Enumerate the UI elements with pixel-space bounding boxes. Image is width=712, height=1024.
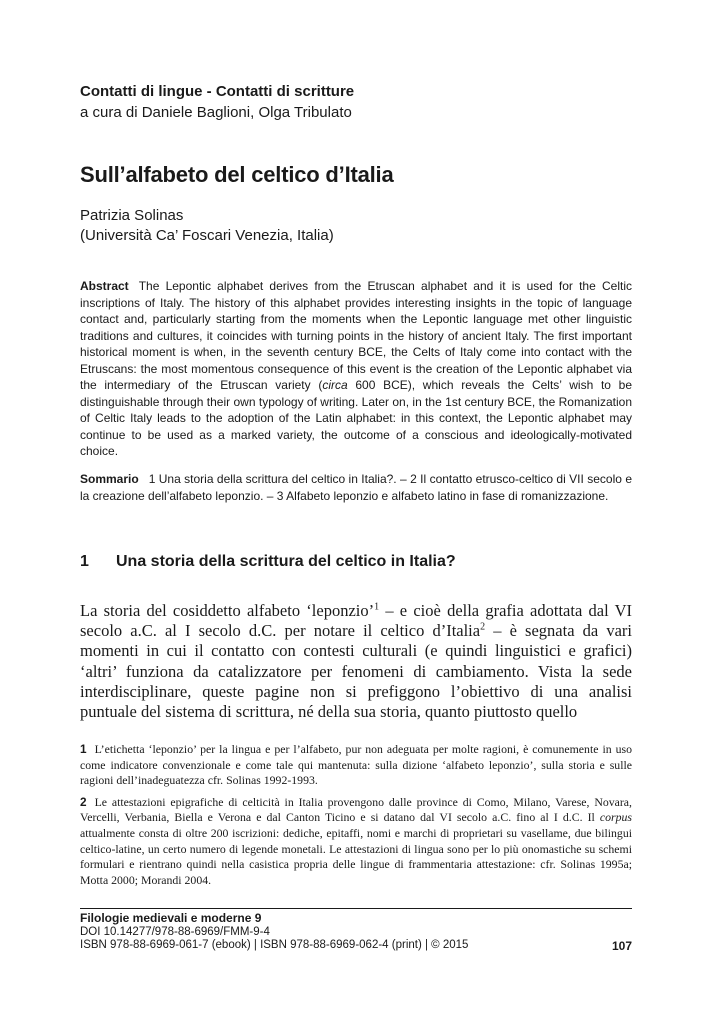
volume-title: Contatti di lingue - Contatti di scritture (80, 83, 355, 100)
body-paragraph (80, 601, 632, 722)
footnote-1 (80, 742, 632, 789)
abstract-label: Abstract (80, 279, 129, 293)
page-footer (80, 912, 632, 953)
page (80, 0, 632, 1024)
footnote-2-text-italic: corpus (599, 810, 632, 825)
isbn-line: ISBN 978-88-6969-061-7 (ebook) | ISBN 978-88-6969-062-4 (print) | © 2015 (80, 939, 469, 951)
body-text-part-2: – e cioè della grafia adottata dal VI secolo a.C. al I secolo d.C. per notare il celtico d’Italia (80, 601, 632, 641)
footnote-1-number: 1 (80, 742, 87, 756)
sommario-label: Sommario (80, 472, 139, 486)
footnote-1-text: L’etichetta ‘leponzio’ per la lingua e per l’alfabeto, pur non adeguata per molte ragioni, è comunemente in uso come indicatore convenzionale e come tale qui mantenuta: sulla dizione ‘alfabeto leponzio’, sulla storia e sulle ragioni dell’inadeguatezza cfr. Solinas 1992-1993. (80, 742, 632, 788)
body-text-part-1: La storia del cosiddetto alfabeto ‘leponzio’ (80, 601, 375, 620)
footnote-2-text-part-2: attualmente consta di oltre 200 iscrizioni: dediche, epitaffi, nomi e marchi di proprietari su vasellame, due bilingui celtico-latine, un certo numero di legende monetali. Le attestazioni di lingua sono per lo più onomastiche su schemi formulari e rientrano quindi nella casistica propria delle lingue di frammentaria attestazione: cfr. Solinas 1995a; Motta 2000; Morandi 2004. (80, 825, 632, 887)
doi-line: DOI 10.14277/978-88-6969/FMM-9-4 (80, 925, 270, 938)
article-author: Patrizia Solinas (80, 207, 184, 224)
section-title: Una storia della scrittura del celtico in Italia? (116, 553, 456, 570)
abstract-text-italic: circa (322, 378, 348, 392)
sommario-text: 1 Una storia della scrittura del celtico in Italia?. – 2 Il contatto etrusco-celtico di VII secolo e la creazione dell’alfabeto leponzio. – 3 Alfabeto leponzio e alfabeto latino in fase di romanizzazione. (80, 472, 632, 503)
footnote-ref-1[interactable]: 1 (374, 601, 380, 613)
sommario (80, 471, 632, 504)
footnote-2-text-part-1: Le attestazioni epigrafiche di celticità in Italia provengono dalle province di Como, Milano, Varese, Novara, Vercelli, Verbania, Biella e Verona e dal Canton Ticino e si datano dal VI secolo a.C. fino al I d.C. Il (80, 794, 632, 825)
footer-divider (80, 908, 632, 909)
footnote-2 (80, 795, 632, 889)
article-title: Sull’alfabeto del celtico d’Italia (80, 162, 394, 187)
volume-editors: a cura di Daniele Baglioni, Olga Tribulato (80, 104, 352, 121)
abstract-text-part-1: The Lepontic alphabet derives from the Etruscan alphabet and it is used for the Celtic inscriptions of Italy. The history of this alphabet provides interesting insights in the topic of language contact and, particularly starting from the moments when the Lepontic language met other linguistic traditions and cultures, it coincides with turning points in the history of ancient Italy. The first important historical moment is when, in the seventh century BCE, the Celts of Italy come into contact with the Etruscans: the most momentous consequence of this event is the creation of the Lepontic alphabet via the intermediary of the Etruscan variety ( (80, 279, 632, 392)
footnote-ref-2[interactable]: 2 (480, 621, 486, 633)
page-number: 107 (611, 939, 632, 953)
body-text-part-3: – è segnata da vari momenti in cui il contatto con contesti culturali (e quindi linguistici e grafici) ‘altri’ funziona da catalizzatore per fenomeni di cambiamento. Vista la sede interdisciplinare, queste pagine non si prefiggono l’obiettivo di una analisi puntuale del sistema di scrittura, né della sua storia, quanto piuttosto quello (80, 621, 632, 722)
section-number: 1 (80, 553, 89, 570)
abstract-text-part-2: 600 BCE), which reveals the Celts’ wish to be distinguishable through their own typology of writing. Later on, in the 1st century BCE, the Romanization of Celtic Italy leads to the adoption of the Latin alphabet: in this context, the Lepontic alphabet may continue to be used as a marked variety, the outcome of a conscious and ideologically-motivated choice. (80, 378, 633, 458)
journal-title: Filologie medievali e moderne 9 (80, 911, 262, 925)
section-heading (80, 553, 456, 571)
author-affiliation: (Università Ca’ Foscari Venezia, Italia) (80, 227, 334, 244)
abstract (80, 278, 632, 460)
footnote-2-number: 2 (80, 794, 87, 809)
footnotes (80, 742, 632, 894)
